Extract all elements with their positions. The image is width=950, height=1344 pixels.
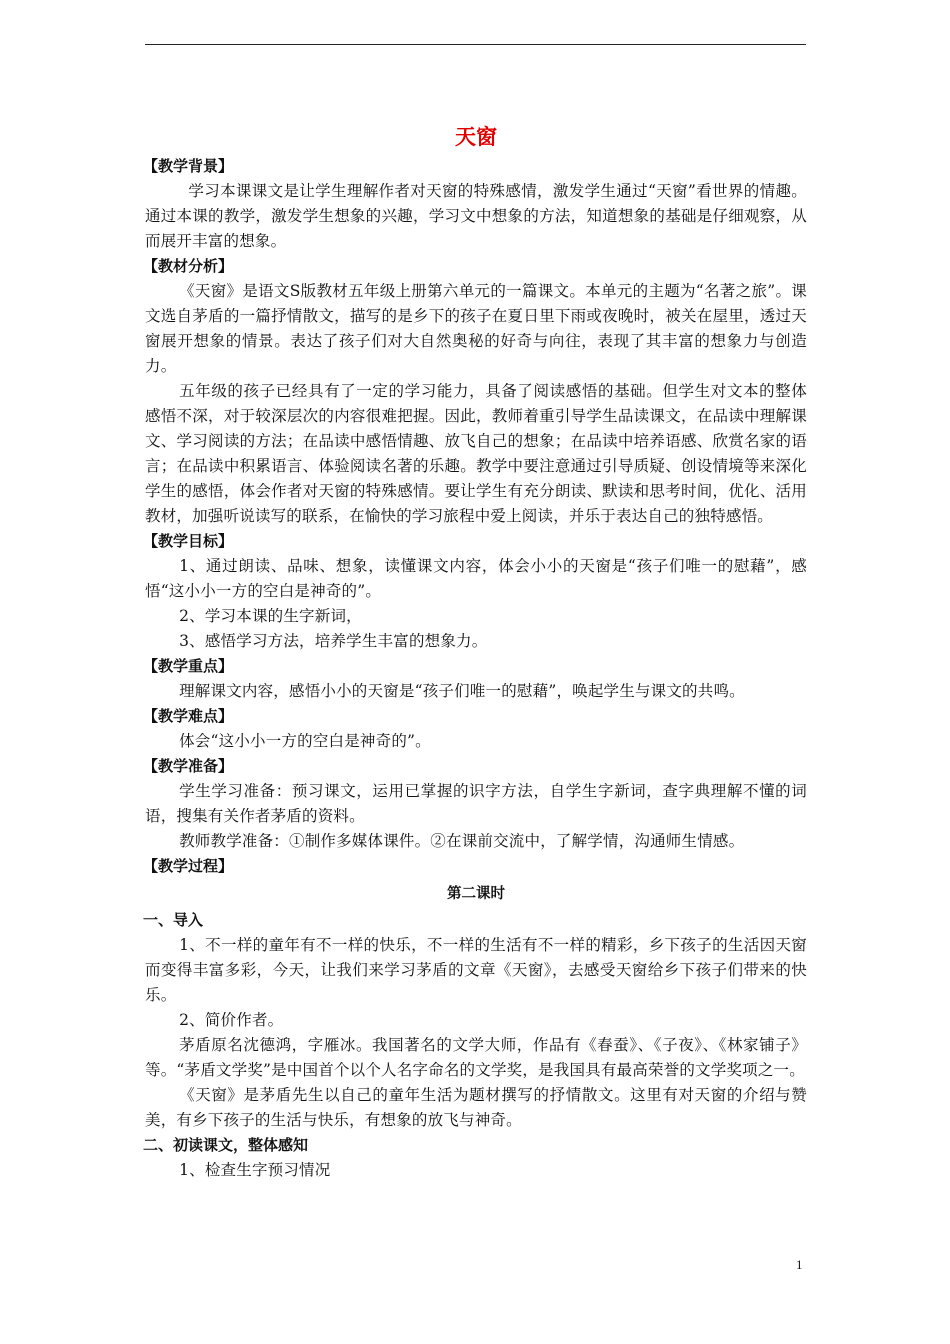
page-number: 1: [796, 1257, 803, 1272]
paragraph: 2、简价作者。: [179, 1011, 284, 1029]
paragraph: 1、通过朗读、品味、想象，读懂课文内容，体会小小的天窗是“孩子们唯一的慰藉”，感悟“这小小一方的空白是神奇的”。: [145, 557, 807, 600]
section-heading-background: 【教学背景】: [143, 157, 234, 175]
paragraph: 1、不一样的童年有不一样的快乐，不一样的生活有不一样的精彩，乡下孩子的生活因天窗而变得丰富多彩，今天，让我们来学习茅盾的文章《天窗》，去感受天窗给乡下孩子们带来的快乐。: [145, 936, 807, 1004]
paragraph: 教师教学准备：①制作多媒体课件。②在课前交流中，了解学情，沟通师生情感。: [179, 832, 745, 850]
header-rule: [145, 44, 806, 45]
section-heading-preparation: 【教学准备】: [143, 757, 234, 775]
part-heading-first-reading: 二、初读课文，整体感知: [143, 1136, 309, 1154]
lesson-subtitle: 第二课时: [447, 886, 505, 902]
section-heading-process: 【教学过程】: [143, 857, 234, 875]
section-heading-objectives: 【教学目标】: [143, 532, 234, 550]
section-heading-key-points: 【教学重点】: [143, 657, 234, 675]
document-title: 天窗: [455, 124, 497, 149]
paragraph: 理解课文内容，感悟小小的天窗是“孩子们唯一的慰藉”，唤起学生与课文的共鸣。: [179, 682, 745, 700]
paragraph: 茅盾原名沈德鸿，字雁冰。我国著名的文学大师，作品有《春蚕》、《子夜》、《林家铺子》等。“茅盾文学奖”是中国首个以个人名字命名的文学奖，是我国具有最高荣誉的文学奖项之一。: [145, 1036, 807, 1079]
paragraph: 五年级的孩子已经具有了一定的学习能力，具备了阅读感悟的基础。但学生对文本的整体感悟不深，对于较深层次的内容很难把握。因此，教师着重引导学生品读课文，在品读中理解课文、学习阅读的方法；在品读中感悟情趣、放飞自己的想象；在品读中培养语感、欣赏名家的语言；在品读中积累语言、体验阅读名著的乐趣。教学中要注意通过引导质疑、创设情境等来深化学生的感悟，体会作者对天窗的特殊感情。要让学生有充分朗读、默读和思考时间，优化、活用教材，加强听说读写的联系，在愉快的学习旅程中爱上阅读，并乐于表达自己的独特感悟。: [145, 382, 807, 525]
paragraph: 《天窗》是茅盾先生以自己的童年生活为题材撰写的抒情散文。这里有对天窗的介绍与赞美，有乡下孩子的生活与快乐，有想象的放飞与神奇。: [145, 1086, 807, 1129]
paragraph: 学习本课课文是让学生理解作者对天窗的特殊感情，激发学生通过“天窗”看世界的情趣。通过本课的教学，激发学生想象的兴趣，学习文中想象的方法，知道想象的基础是仔细观察，从而展开丰富的想象。: [145, 182, 807, 250]
paragraph: 学生学习准备：预习课文，运用已掌握的识字方法，自学生字新词，查字典理解不懂的词语，搜集有关作者茅盾的资料。: [145, 782, 807, 825]
paragraph: 1、检查生字预习情况: [179, 1161, 331, 1179]
paragraph: 3、感悟学习方法，培养学生丰富的想象力。: [179, 632, 488, 650]
paragraph: 《天窗》是语文S版教材五年级上册第六单元的一篇课文。本单元的主题为“名著之旅”。课文选自茅盾的一篇抒情散文，描写的是乡下的孩子在夏日里下雨或夜晚时，被关在屋里，透过天窗展开想象的情景。表达了孩子们对大自然奥秘的好奇与向往，表现了其丰富的想象力与创造力。: [145, 282, 807, 375]
paragraph: 2、学习本课的生字新词，: [179, 607, 362, 625]
section-heading-difficulties: 【教学难点】: [143, 707, 234, 725]
part-heading-introduction: 一、导入: [143, 911, 204, 929]
document-body: [145, 120, 807, 1183]
paragraph: 体会“这小小一方的空白是神奇的”。: [179, 732, 431, 750]
section-heading-material-analysis: 【教材分析】: [143, 257, 234, 275]
